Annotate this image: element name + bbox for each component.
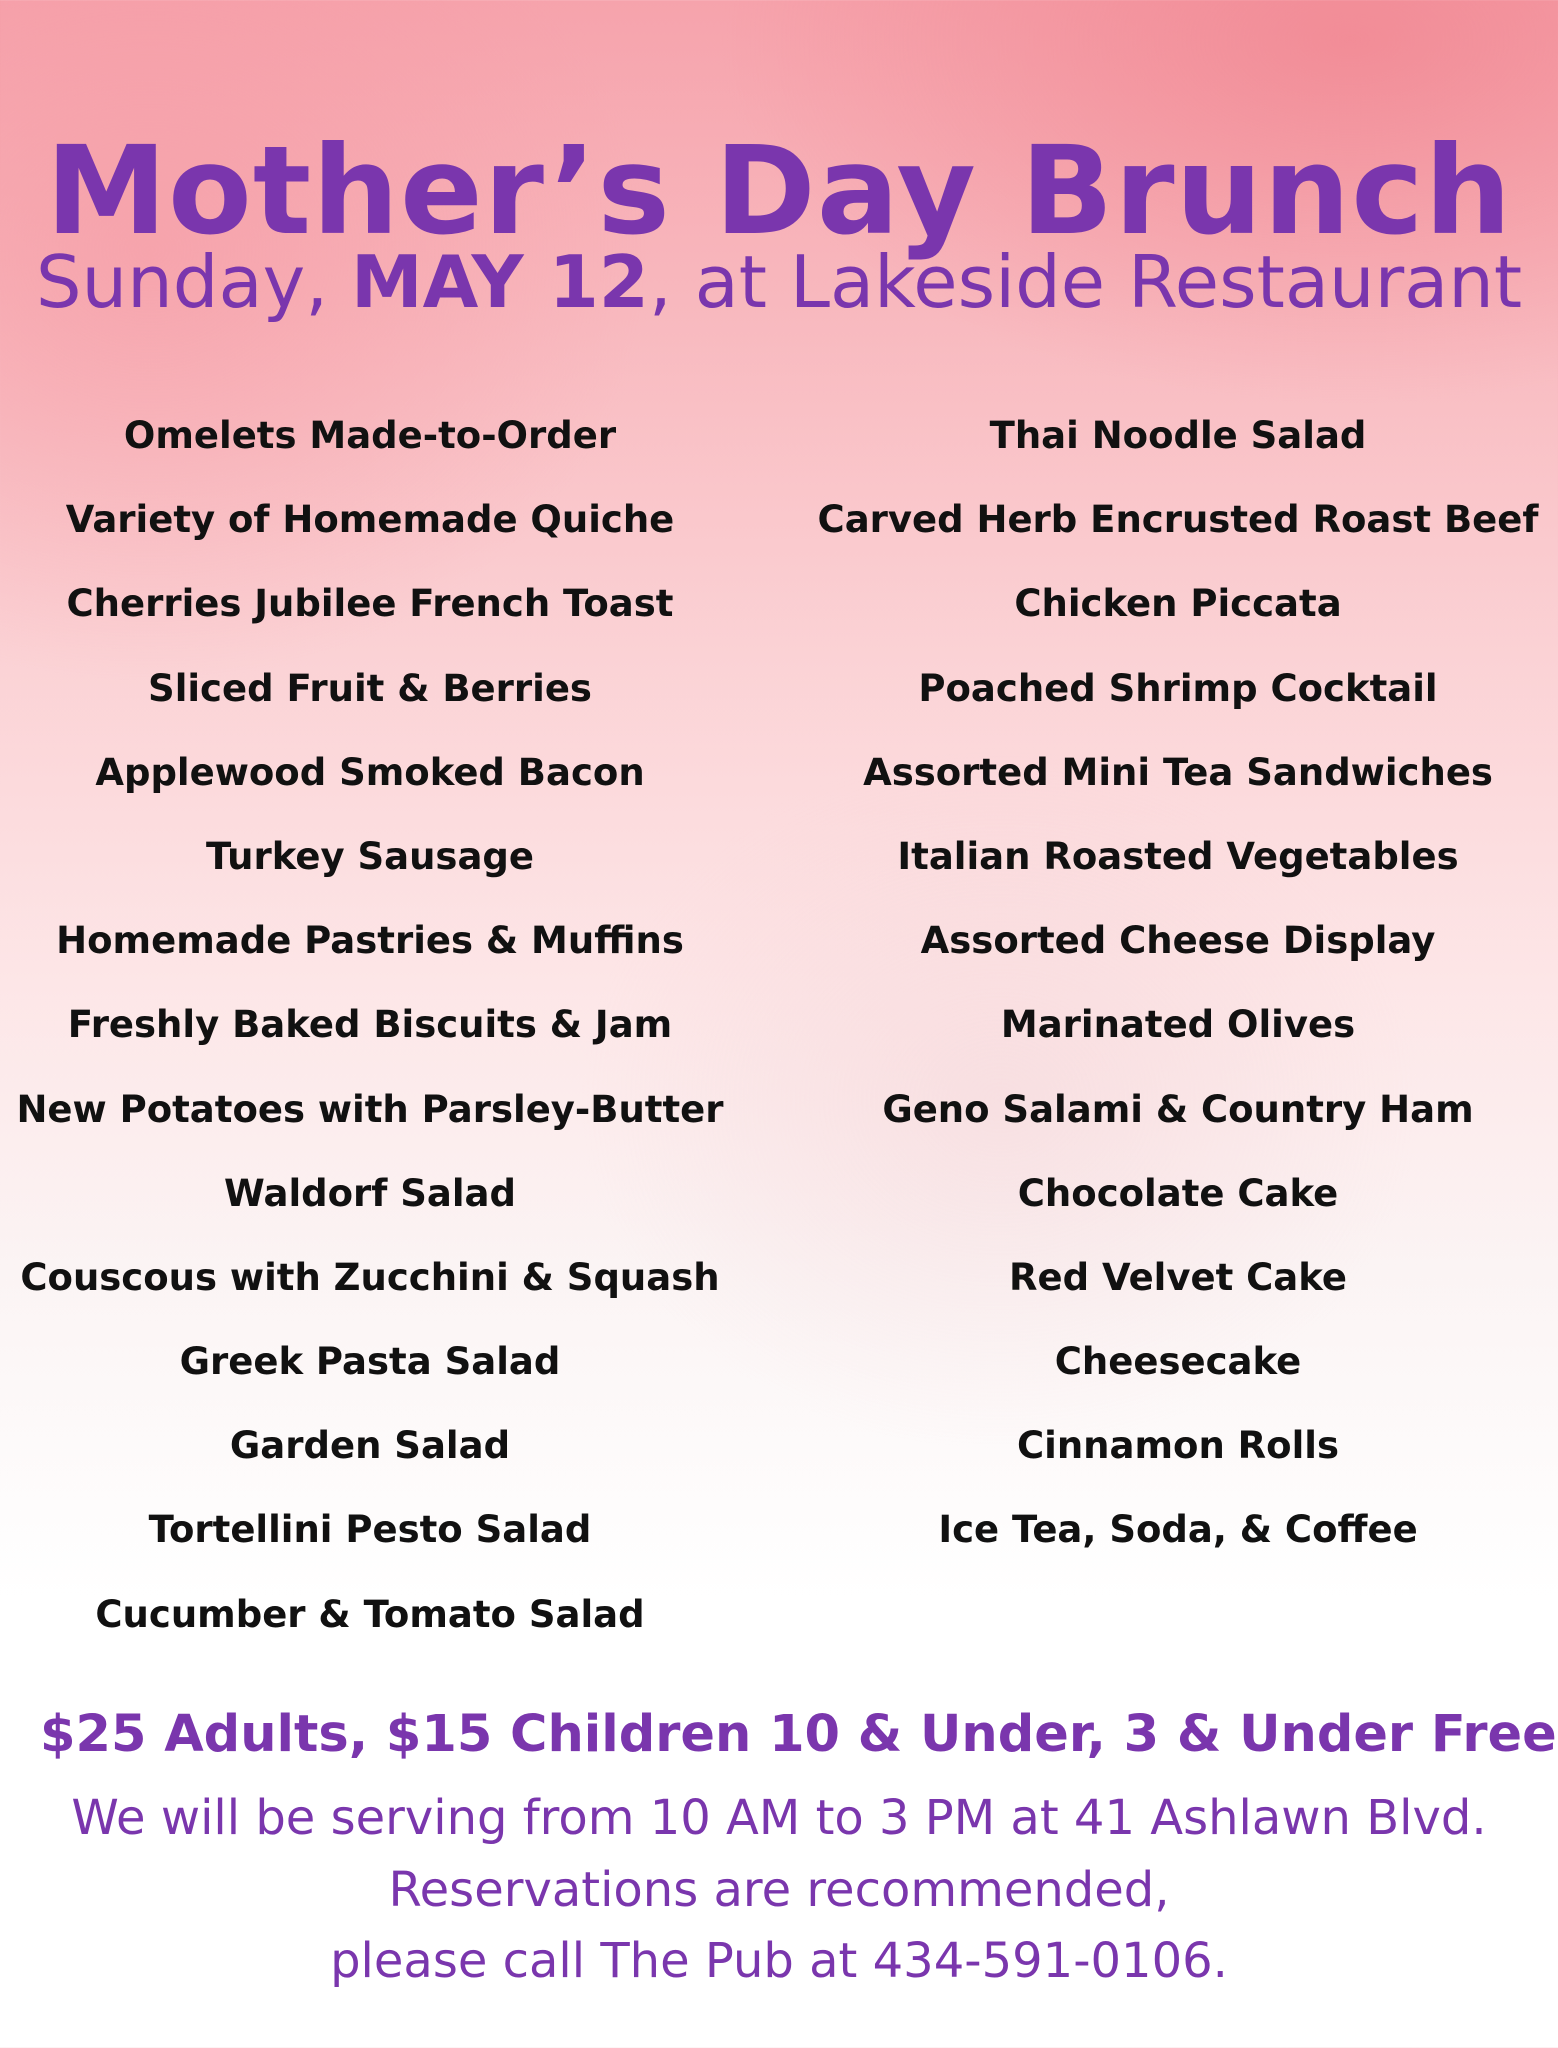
menu-item: Couscous with Zucchini & Squash (20, 1255, 720, 1299)
menu-item: Omelets Made-to-Order (123, 414, 617, 457)
menu-item: Chicken Piccata (1014, 582, 1342, 626)
menu-item: Homemade Pastries & Muffins (56, 919, 684, 963)
event-subtitle (0, 240, 1558, 324)
subtitle-date: MAY 12 (351, 240, 649, 324)
menu-item: Ice Tea, Soda, & Coffee (938, 1508, 1418, 1552)
menu-item: Chocolate Cake (1017, 1171, 1339, 1215)
menu-item: Geno Salami & Country Ham (882, 1087, 1474, 1131)
menu-column-right (788, 406, 1558, 1585)
menu-item: Greek Pasta Salad (179, 1340, 561, 1384)
menu-item: Assorted Mini Tea Sandwiches (863, 750, 1493, 794)
phone-line: please call The Pub at 434-591-0106. (330, 1933, 1228, 1989)
menu-item: Variety of Homemade Quiche (65, 498, 675, 542)
menu-item: Cheesecake (1054, 1340, 1302, 1384)
subtitle-venue: , at Lakeside Restaurant (648, 240, 1523, 324)
menu-item: Red Velvet Cake (1009, 1255, 1347, 1299)
menu-item: Sliced Fruit & Berries (148, 666, 592, 710)
menu-item: New Potatoes with Parsley-Butter (16, 1087, 724, 1131)
menu-item: Thai Noodle Salad (989, 414, 1367, 457)
reservations-line: Reservations are recommended, (388, 1862, 1170, 1918)
menu-item: Poached Shrimp Cocktail (918, 666, 1438, 710)
menu-item: Italian Roasted Vegetables (897, 834, 1459, 878)
subtitle-day: Sunday, (35, 240, 352, 324)
serving-hours-line: We will be serving from 10 AM to 3 PM at 41 Ashlawn Blvd. (71, 1790, 1487, 1846)
menu-item: Carved Herb Encrusted Roast Beef (817, 498, 1539, 542)
menu-item: Waldorf Salad (223, 1171, 517, 1215)
menu-item: Turkey Sausage (206, 834, 534, 878)
menu-item: Applewood Smoked Bacon (95, 750, 645, 794)
pricing-line: $25 Adults, $15 Children 10 & Under, 3 & Under Free (40, 1705, 1557, 1764)
menu-item: Garden Salad (229, 1424, 511, 1468)
menu-item: Cucumber & Tomato Salad (95, 1592, 645, 1636)
menu-item: Freshly Baked Biscuits & Jam (67, 1003, 673, 1047)
menu-item: Marinated Olives (1000, 1003, 1356, 1047)
menu-item: Assorted Cheese Display (920, 919, 1436, 963)
menu-item: Cinnamon Rolls (1017, 1424, 1339, 1468)
menu-item: Tortellini Pesto Salad (148, 1508, 592, 1552)
menu-item: Cherries Jubilee French Toast (66, 582, 674, 626)
menu-column-left (0, 406, 760, 1669)
page-title: Mother’s Day Brunch (45, 119, 1513, 262)
